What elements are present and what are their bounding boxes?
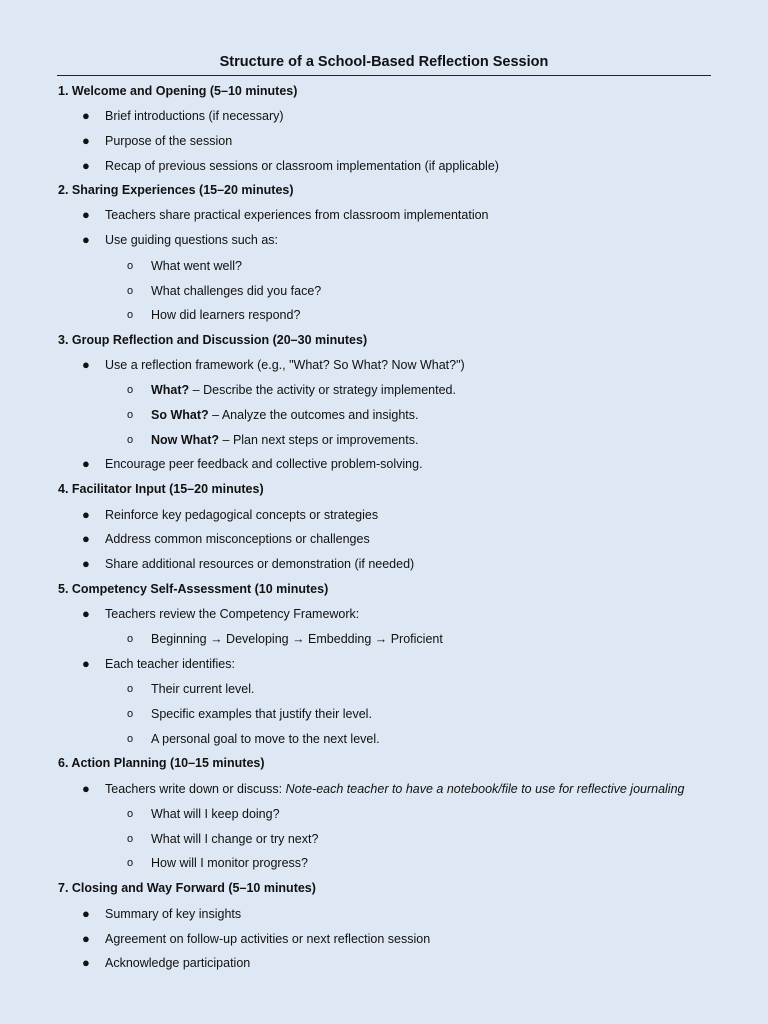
sub-list-item: What challenges did you face?: [151, 284, 322, 298]
circle-bullet-icon: o: [127, 857, 134, 869]
list-item: Each teacher identifies:: [105, 657, 235, 671]
sub-list-item: What will I change or try next?: [151, 832, 319, 846]
circle-bullet-icon: o: [127, 384, 134, 396]
term: Now What?: [151, 433, 220, 447]
section-heading: 3. Group Reflection and Discussion (20–30 minutes): [58, 333, 368, 347]
bullet-icon: ●: [82, 207, 90, 222]
list-item: Summary of key insights: [105, 907, 242, 921]
bullet-icon: ●: [82, 906, 90, 921]
circle-bullet-icon: o: [127, 409, 134, 421]
circle-bullet-icon: o: [127, 260, 134, 272]
section-heading: 2. Sharing Experiences (15–20 minutes): [58, 183, 294, 197]
bullet-icon: ●: [82, 606, 90, 621]
term-description: – Describe the activity or strategy implemented.: [189, 383, 456, 397]
list-item: Acknowledge participation: [105, 956, 251, 970]
list-item: Teachers share practical experiences from classroom implementation: [105, 208, 489, 222]
list-item: Share additional resources or demonstration (if needed): [105, 557, 415, 571]
sub-list-item: [151, 407, 419, 423]
sub-list-item: A personal goal to move to the next level.: [151, 732, 380, 746]
bullet-icon: ●: [82, 955, 90, 970]
bullet-icon: ●: [82, 656, 90, 671]
term-description: – Analyze the outcomes and insights.: [208, 408, 419, 422]
list-item: Reinforce key pedagogical concepts or strategies: [105, 508, 379, 522]
bullet-icon: ●: [82, 531, 90, 546]
sub-list-item: Their current level.: [151, 682, 255, 696]
bullet-icon: ●: [82, 108, 90, 123]
title-divider: [57, 75, 711, 76]
section-heading: 5. Competency Self-Assessment (10 minutes): [58, 582, 329, 596]
sub-list-item: What went well?: [151, 259, 243, 273]
bullet-icon: ●: [82, 158, 90, 173]
list-item: Address common misconceptions or challenges: [105, 532, 370, 546]
circle-bullet-icon: o: [127, 833, 134, 845]
section-heading: 1. Welcome and Opening (5–10 minutes): [58, 84, 298, 98]
circle-bullet-icon: o: [127, 434, 134, 446]
list-item: Agreement on follow-up activities or next reflection session: [105, 932, 431, 946]
bullet-icon: ●: [82, 232, 90, 247]
sub-list-item: [151, 382, 456, 398]
journaling-note: Note-each teacher to have a notebook/file to use for reflective journaling: [285, 782, 685, 796]
list-item: Encourage peer feedback and collective problem-solving.: [105, 457, 423, 471]
list-item: [105, 781, 685, 797]
circle-bullet-icon: o: [127, 633, 134, 645]
sub-list-item: What will I keep doing?: [151, 807, 280, 821]
section-heading: 6. Action Planning (10–15 minutes): [58, 756, 265, 770]
bullet-icon: ●: [82, 456, 90, 471]
circle-bullet-icon: o: [127, 733, 134, 745]
bullet-icon: ●: [82, 357, 90, 372]
circle-bullet-icon: o: [127, 285, 134, 297]
page-title: Structure of a School-Based Reflection Session: [219, 54, 549, 70]
bullet-icon: ●: [82, 507, 90, 522]
list-item: Teachers review the Competency Framework:: [105, 607, 360, 621]
list-item: Use a reflection framework (e.g., "What? So What? Now What?"): [105, 358, 465, 372]
list-item: Purpose of the session: [105, 134, 233, 148]
term: What?: [151, 383, 190, 397]
sub-list-item: Beginning → Developing → Embedding → Proficient: [151, 632, 443, 646]
circle-bullet-icon: o: [127, 309, 134, 321]
list-item-text: Teachers write down or discuss:: [105, 782, 286, 796]
section-heading: 4. Facilitator Input (15–20 minutes): [58, 482, 264, 496]
list-item: Brief introductions (if necessary): [105, 109, 284, 123]
section-heading: 7. Closing and Way Forward (5–10 minutes): [58, 881, 316, 895]
bullet-icon: ●: [82, 931, 90, 946]
sub-list-item: [151, 432, 418, 448]
circle-bullet-icon: o: [127, 808, 134, 820]
bullet-icon: ●: [82, 556, 90, 571]
sub-list-item: Specific examples that justify their level.: [151, 707, 372, 721]
bullet-icon: ●: [82, 781, 90, 796]
bullet-icon: ●: [82, 133, 90, 148]
sub-list-item: How will I monitor progress?: [151, 856, 308, 870]
list-item: Recap of previous sessions or classroom implementation (if applicable): [105, 159, 499, 173]
circle-bullet-icon: o: [127, 683, 134, 695]
sub-list-item: How did learners respond?: [151, 308, 301, 322]
circle-bullet-icon: o: [127, 708, 134, 720]
term-description: – Plan next steps or improvements.: [219, 433, 419, 447]
term: So What?: [151, 408, 209, 422]
list-item: Use guiding questions such as:: [105, 233, 279, 247]
